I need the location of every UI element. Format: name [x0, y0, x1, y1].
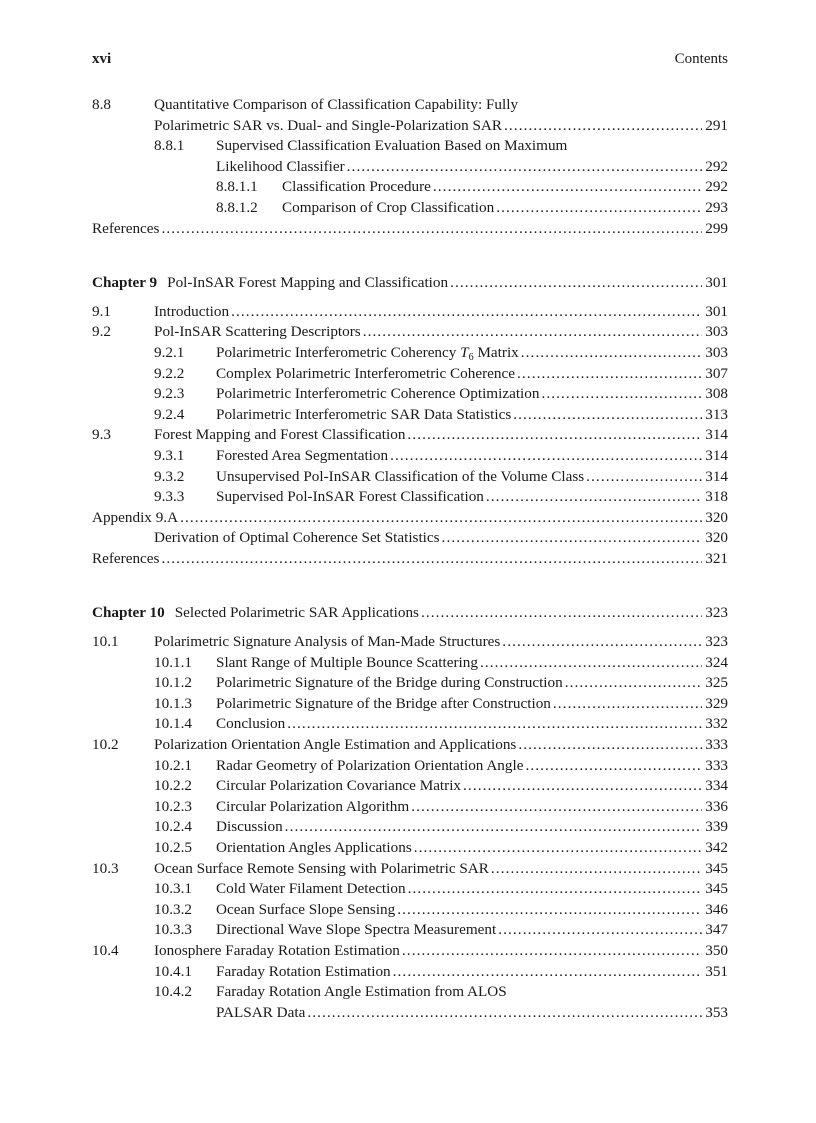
chapter-9-heading	[92, 273, 728, 294]
page-ref: 292	[705, 178, 728, 196]
entry-title: Circular Polarization Covariance Matrix	[216, 777, 462, 795]
page-ref: 318	[705, 488, 728, 506]
toc-entry	[92, 900, 728, 921]
entry-number: 9.2.3	[154, 385, 185, 403]
toc-entry	[92, 735, 728, 756]
dot-leader	[285, 817, 703, 838]
toc-chapter-10	[92, 632, 728, 1023]
entry-number: 10.3	[92, 859, 119, 877]
toc-section-8-tail	[92, 95, 728, 239]
page-ref: 320	[705, 529, 728, 547]
dot-leader	[502, 632, 702, 653]
entry-number: 10.2.4	[154, 818, 192, 836]
entry-number: 10.4	[92, 941, 119, 959]
chapter-title: Selected Polarimetric SAR Applications	[174, 604, 419, 622]
dot-leader	[307, 1003, 702, 1024]
page-ref: 345	[705, 880, 728, 898]
entry-title: Pol-InSAR Scattering Descriptors	[154, 323, 361, 341]
dot-leader	[411, 797, 702, 818]
toc-entry	[92, 425, 728, 446]
entry-title: Conclusion	[216, 715, 286, 733]
dot-leader	[231, 302, 702, 323]
entry-title	[216, 343, 519, 366]
toc-entry	[92, 198, 728, 219]
entry-number: 9.2.2	[154, 364, 185, 382]
entry-title: Cold Water Filament Detection	[216, 880, 406, 898]
page-ref: 342	[705, 839, 728, 856]
page-ref: 339	[705, 818, 728, 836]
entry-title: Slant Range of Multiple Bounce Scattering	[216, 653, 478, 671]
dot-leader	[518, 735, 702, 756]
entry-number: 10.1.2	[154, 674, 192, 692]
toc-entry	[92, 343, 728, 364]
entry-title: Polarimetric Signature Analysis of Man-Made Structures	[154, 633, 501, 651]
entry-number: 8.8.1.2	[216, 198, 258, 216]
toc-entry	[92, 632, 728, 653]
dot-leader	[408, 879, 703, 900]
page-ref: 301	[705, 274, 728, 292]
toc-entry	[92, 549, 728, 570]
toc-entry	[92, 797, 728, 818]
entry-number: 10.2.2	[154, 777, 192, 795]
entry-title: Introduction	[154, 302, 230, 320]
toc-entry	[92, 920, 728, 941]
dot-leader	[402, 941, 702, 962]
page-ref: 332	[705, 715, 728, 733]
page-ref: 351	[705, 962, 728, 980]
dot-leader	[414, 838, 702, 859]
entry-title: Polarimetric Interferometric SAR Data Statistics	[216, 405, 512, 423]
dot-leader	[180, 508, 702, 529]
entry-number: 9.2.1	[154, 343, 185, 361]
page-ref: 323	[705, 604, 728, 622]
toc-entry	[92, 714, 728, 735]
entry-number: 10.3.2	[154, 900, 192, 918]
dot-leader	[521, 343, 702, 364]
dot-leader	[541, 384, 702, 405]
page-number: xvi	[92, 51, 112, 67]
entry-title: Polarimetric Signature of the Bridge after Construction	[216, 694, 551, 712]
dot-leader	[525, 756, 702, 777]
toc-entry	[92, 508, 728, 529]
toc-entry	[92, 941, 728, 962]
dot-leader	[407, 425, 702, 446]
toc-entry	[92, 322, 728, 343]
dot-leader	[393, 962, 703, 983]
dot-leader	[496, 198, 702, 219]
entry-number: 9.3.1	[154, 446, 185, 464]
page-ref: 345	[705, 859, 728, 877]
entry-title: Supervised Classification Evaluation Based on Maximum	[216, 137, 568, 155]
dot-leader	[161, 219, 702, 240]
page-ref: 303	[705, 343, 728, 361]
dot-leader	[553, 694, 702, 715]
entry-number: 9.3.2	[154, 467, 185, 485]
dot-leader	[161, 549, 702, 570]
page-ref: 333	[705, 736, 728, 754]
entry-number: 10.4.1	[154, 962, 192, 980]
dot-leader	[513, 405, 702, 426]
dot-leader	[565, 673, 703, 694]
entry-title: Forest Mapping and Forest Classification	[154, 426, 406, 444]
dot-leader	[463, 776, 702, 797]
entry-title: Classification Procedure	[282, 178, 431, 196]
toc-entry	[92, 487, 728, 508]
dot-leader	[486, 487, 702, 508]
math-variable: T	[460, 343, 469, 361]
dot-leader	[442, 528, 703, 549]
entry-title: Discussion	[216, 818, 283, 836]
entry-title-text: Polarimetric Interferometric Coherency	[216, 343, 461, 361]
page-ref: 299	[705, 219, 728, 237]
page-ref: 329	[705, 694, 728, 712]
table-of-contents	[92, 95, 728, 1023]
entry-title: Orientation Angles Applications	[216, 839, 412, 856]
dot-leader	[480, 653, 702, 674]
toc-entry	[92, 364, 728, 385]
entry-number: 9.2	[92, 323, 111, 341]
toc-entry	[92, 528, 728, 549]
entry-number: 10.2	[92, 736, 119, 754]
dot-leader	[450, 273, 702, 294]
entry-title: Appendix 9.A	[92, 508, 179, 526]
entry-number: 10.2.3	[154, 797, 192, 815]
dot-leader	[347, 157, 703, 178]
dot-leader	[363, 322, 703, 343]
toc-entry	[92, 879, 728, 900]
toc-entry	[92, 859, 728, 880]
toc-entry	[92, 95, 728, 116]
entry-number: 9.3.3	[154, 488, 185, 506]
entry-number: 10.1.4	[154, 715, 192, 733]
page-ref: 313	[705, 405, 728, 423]
toc-entry	[92, 962, 728, 983]
toc-entry	[92, 838, 728, 859]
entry-title: Polarization Orientation Angle Estimation and Applications	[154, 736, 517, 754]
entry-title: Likelihood Classifier	[216, 157, 345, 175]
dot-leader	[397, 900, 702, 921]
entry-number: 10.2.5	[154, 839, 192, 856]
entry-title: Ocean Surface Remote Sensing with Polarimetric SAR	[154, 859, 489, 877]
chapter-title: Pol-InSAR Forest Mapping and Classification	[167, 274, 449, 292]
toc-entry	[92, 776, 728, 797]
entry-title: Derivation of Optimal Coherence Set Statistics	[154, 529, 440, 547]
entry-title-text: Matrix	[473, 343, 519, 361]
entry-title: Complex Polarimetric Interferometric Coherence	[216, 364, 515, 382]
page-ref: 324	[705, 653, 728, 671]
chapter-10-heading	[92, 603, 728, 624]
page-ref: 303	[705, 323, 728, 341]
toc-entry	[92, 446, 728, 467]
entry-number: 10.4.2	[154, 983, 192, 1001]
page-ref: 307	[705, 364, 728, 382]
page-ref: 333	[705, 756, 728, 774]
toc-entry	[92, 756, 728, 777]
entry-number: 9.3	[92, 426, 111, 444]
entry-title: Faraday Rotation Estimation	[216, 962, 391, 980]
entry-title: Polarimetric Signature of the Bridge during Construction	[216, 674, 563, 692]
toc-entry	[92, 302, 728, 323]
entry-title: Ocean Surface Slope Sensing	[216, 900, 396, 918]
entry-number: 10.3.3	[154, 921, 192, 939]
chapter-label: Chapter 10	[92, 604, 165, 622]
entry-title: Quantitative Comparison of Classification Capability: Fully	[154, 96, 519, 113]
dot-leader	[504, 116, 702, 137]
dot-leader	[491, 859, 702, 880]
toc-entry	[92, 982, 728, 1003]
entry-title: References	[92, 549, 160, 567]
page-ref: 323	[705, 633, 728, 651]
entry-number: 9.2.4	[154, 405, 185, 423]
entry-title: Forested Area Segmentation	[216, 446, 389, 464]
entry-number: 9.1	[92, 302, 111, 320]
toc-entry	[92, 157, 728, 178]
entry-title: Polarimetric Interferometric Coherence Optimization	[216, 385, 540, 403]
page-ref: 320	[705, 508, 728, 526]
entry-number: 8.8	[92, 96, 111, 113]
chapter-label: Chapter 9	[92, 274, 158, 292]
entry-number: 8.8.1.1	[216, 178, 258, 196]
page-ref: 350	[705, 941, 728, 959]
page-ref: 293	[705, 198, 728, 216]
entry-number: 10.1.3	[154, 694, 192, 712]
entry-title: Ionosphere Faraday Rotation Estimation	[154, 941, 400, 959]
page-ref: 321	[705, 549, 728, 567]
entry-title: Polarimetric SAR vs. Dual- and Single-Polarization SAR	[154, 116, 503, 134]
dot-leader	[390, 446, 702, 467]
entry-title: PALSAR Data	[216, 1003, 306, 1021]
entry-title: Unsupervised Pol-InSAR Classification of the Volume Class	[216, 467, 585, 485]
page-ref: 325	[705, 674, 728, 692]
page-ref: 301	[705, 302, 728, 320]
page-ref: 336	[705, 797, 728, 815]
entry-title: Radar Geometry of Polarization Orientation Angle	[216, 756, 524, 774]
entry-number: 10.3.1	[154, 880, 192, 898]
toc-entry	[92, 405, 728, 426]
entry-title: Directional Wave Slope Spectra Measurement	[216, 921, 497, 939]
page-ref: 347	[705, 921, 728, 939]
entry-number: 10.1.1	[154, 653, 192, 671]
toc-entry	[92, 116, 728, 137]
dot-leader	[287, 714, 702, 735]
page-ref: 292	[705, 157, 728, 175]
toc-entry	[92, 384, 728, 405]
dot-leader	[433, 177, 702, 198]
dot-leader	[421, 603, 702, 624]
toc-entry	[92, 653, 728, 674]
dot-leader	[586, 467, 702, 488]
toc-entry	[92, 219, 728, 240]
page-ref: 308	[705, 385, 728, 403]
running-head	[92, 48, 728, 70]
toc-entry	[92, 136, 728, 157]
entry-number: 10.1	[92, 633, 119, 651]
dot-leader	[498, 920, 702, 941]
entry-title: Comparison of Crop Classification	[282, 198, 495, 216]
page-ref: 346	[705, 900, 728, 918]
toc-entry	[92, 467, 728, 488]
entry-title: References	[92, 219, 160, 237]
entry-title: Supervised Pol-InSAR Forest Classification	[216, 488, 484, 506]
entry-title: Faraday Rotation Angle Estimation from ALOS	[216, 983, 507, 1001]
math-subscript: 6	[468, 351, 474, 363]
page-ref: 314	[705, 426, 728, 444]
entry-title: Circular Polarization Algorithm	[216, 797, 410, 815]
page-ref: 314	[705, 446, 728, 464]
page-ref: 291	[705, 116, 728, 134]
toc-entry	[92, 1003, 728, 1024]
page-ref: 314	[705, 467, 728, 485]
toc-entry	[92, 177, 728, 198]
entry-number: 8.8.1	[154, 137, 185, 155]
toc-chapter-9	[92, 302, 728, 570]
page-ref: 353	[705, 1003, 728, 1021]
toc-entry	[92, 694, 728, 715]
toc-entry	[92, 673, 728, 694]
entry-number: 10.2.1	[154, 756, 192, 774]
dot-leader	[517, 364, 702, 385]
running-title: Contents	[674, 51, 728, 67]
page-ref: 334	[705, 777, 728, 795]
toc-entry	[92, 817, 728, 838]
